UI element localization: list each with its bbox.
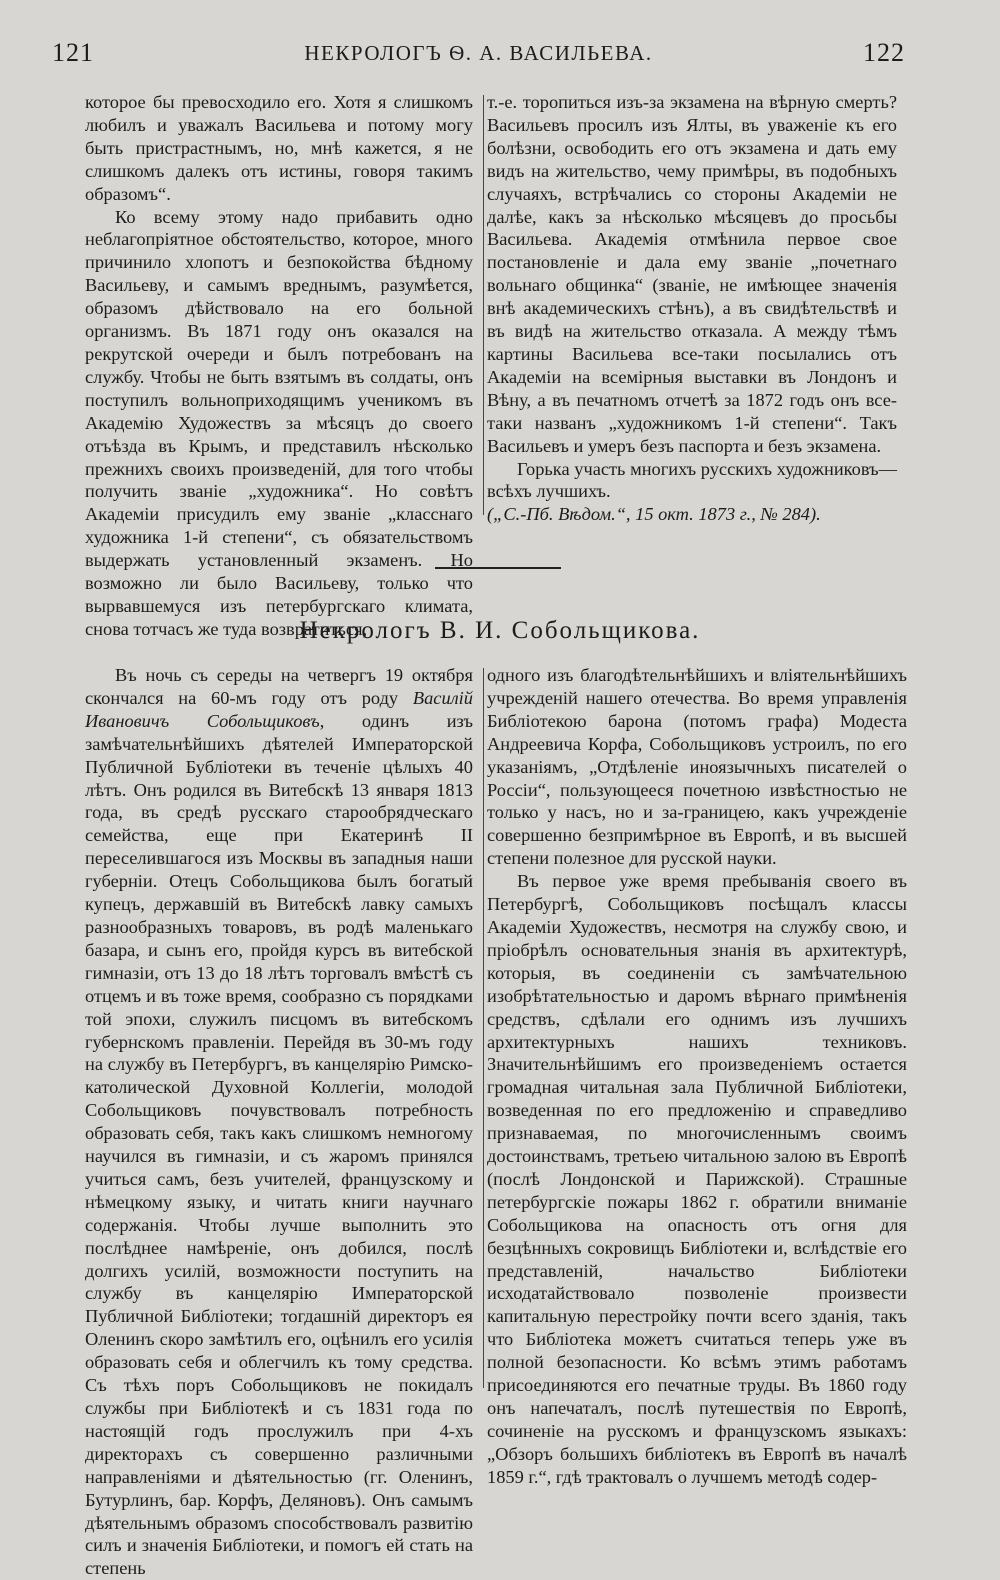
paragraph: Въ первое уже время пребыванія своего въ Петербургѣ, Собольщиковъ посѣщалъ классы Академіи Художествъ, несмотря на службу свою, и пріобрѣлъ основательныя знанія въ архитектурѣ, которыя, въ соединеніи съ замѣчательною изобрѣтательностью и даромъ вѣрнаго примѣненія средствъ, сдѣлали его однимъ изъ лучшихъ архитектурныхъ нашихъ техниковъ. Значительнѣйшимъ его произведеніемъ остается громадная читальная зала Публичной Библіотеки, возведенная по его предложенію и справедливо признаваемая, по многочисленнымъ своимъ достоинствамъ, третьею читальною залою въ Европѣ (послѣ Лондонской и Парижской). Страшные петербургскіе пожары 1862 г. обратили вниманіе Собольщикова на опасность отъ огня для безцѣнныхъ сокровищъ Библіотеки и, вслѣдствіе его представленій, начальство Библіотеки исходатайствовало позволеніе произвести капитальную перестройку почти всего зданія, такъ что Библіотека можетъ считаться теперь уже въ полной безопасности. Ко всѣмъ этимъ работамъ присоединяются его печатные труды. Въ 1860 году онъ напечаталъ, послѣ путешествія по Европѣ, сочиненіе на русскомъ и французскомъ языкахъ: „Обзоръ большихъ библіотекъ въ Европѣ въ началѣ 1859 г.“, гдѣ трактовалъ о лучшемъ методѣ содер- <box>487 871 907 1487</box>
column-divider <box>483 95 484 515</box>
person-name: Василій Ивановичъ Собольщиковъ <box>85 687 473 731</box>
citation: („С.-Пб. Вѣдом.“, 15 окт. 1873 г., № 284). <box>487 504 821 525</box>
article1-right-column <box>487 91 897 526</box>
obituary-title: Некрологъ В. И. Собольщикова. <box>299 617 701 644</box>
page-header <box>52 38 905 78</box>
text-run: , одинъ изъ замѣчательнѣйшихъ дѣятелей Императорской Публичной Бубліотеки въ теченіе цѣлыхъ 40 лѣтъ. Онъ родился въ Витебскѣ 13 января 1813 года, въ средѣ русскаго старообрядческаго семейства, еще при Екатеринѣ II переселившагося изъ Москвы въ западныя наши губерніи. Отецъ Собольщикова былъ богатый купецъ, державшій въ Витебскѣ лавку самыхъ разнообразныхъ товаровъ, въ родѣ маленькаго базара, и сынъ его, пройдя курсъ въ витебской гимназіи, отъ 13 до 18 лѣтъ торговалъ вмѣстѣ съ отцемъ и въ тоже время, сообразно съ порядками той эпохи, служилъ писцомъ въ витебскомъ губернскомъ правленіи. Перейдя въ 30-мъ году на службу въ Петербургъ, въ канцелярію Римско-католической Духовной Коллегіи, молодой Собольщиковъ почувствовалъ потребность образовать себя, такъ какъ слишкомъ немногому научился въ гимназіи, и съ жаромъ принялся учиться самъ, безъ учителей, французскому и нѣмецкому языку, и читать книги научнаго содержанія. Чтобы лучше выполнить это послѣднее намѣреніе, онъ добился, послѣ долгихъ усилій, возможности поступить на службу въ канцелярію Императорской Публичной Библіотеки; тогдашній директоръ ея Оленинъ скоро замѣтилъ его, оцѣнилъ его усилія образовать себя и облегчилъ къ тому средства. Съ тѣхъ поръ Собольщиковъ не покидалъ службы при Библіотекѣ и съ 1831 года по настоящій годъ прослужилъ при 4-хъ директорахъ съ совершенно различными направленіями и дѣятельностью (гг. Оленинъ, Бутурлинъ, бар. Корфъ, Деляновъ). Онъ самымъ дѣятельнымъ образомъ способствовалъ развитію силъ и значенія Библіотеки, и помогъ ей стать на степень <box>85 710 473 1579</box>
paragraph: Ко всему этому надо прибавить одно неблагопріятное обстоятельство, которое, много причинило хлопотъ и безпокойства бѣдному Васильеву, и самымъ вреднымъ, разумѣется, образомъ дѣйствовало на его больной организмъ. Въ 1871 году онъ оказался на рекрутской очереди и былъ потребованъ на службу. Чтобы не быть взятымъ въ солдаты, онъ поступилъ вольноприходящимъ ученикомъ въ Академію Художествъ за мѣсяцъ до своего отъѣзда въ Крымъ, и представилъ нѣсколько прежнихъ своихъ произведеній, для того чтобы получить званіе „художника“. Но совѣтъ Академіи присудилъ ему званіе „класснаго художника 1-й степени“, съ обязательствомъ выдержать установленный экзаменъ. Но возможно ли было Васильеву, только что вырвавшемуся изъ петербургскаго климата, снова тотчасъ же туда возвратиться, <box>85 206 473 639</box>
paragraph: одного изъ благодѣтельнѣйшихъ и вліятельнѣйшихъ учрежденій нашего отечества. Во время управленія Библіотекою барона (потомъ графа) Модеста Андреевича Корфа, Собольщиковъ устроилъ, по его указаніямъ, „Отдѣленіе иноязычныхъ писателей о Россіи“, пользующееся почетною извѣстностью не только у насъ, но и за-границею, какъ учрежденіе совершенно безпримѣрное въ Европѣ, и въ высшей степени полезное для русской науки. <box>487 665 907 869</box>
paragraph: Горька участь многихъ русскихъ художниковъ— всѣхъ лучшихъ. <box>487 458 897 502</box>
page-number-right: 122 <box>863 38 905 67</box>
column-divider <box>483 668 484 1388</box>
paragraph: которое бы превосходило его. Хотя я слишкомъ любилъ и уважалъ Васильева и потому могу быть пристрастнымъ, но, мнѣ кажется, я не слишкомъ далекъ отъ истины, говоря такимъ образомъ“. <box>85 92 473 204</box>
article1-left-column <box>85 91 473 641</box>
text-run: Въ ночь съ середы на четвергъ 19 октября скончался на 60-мъ году отъ роду <box>85 665 473 708</box>
section-separator <box>435 567 561 569</box>
paragraph: т.-е. торопиться изъ-за экзамена на вѣрную смерть? Васильевъ просилъ изъ Ялты, въ уваженіе къ его болѣзни, освободить его отъ экзамена и дать ему видъ на жительство, чему примѣры, въ подобныхъ случаяхъ, встрѣчались со стороны Академіи не далѣе, какъ за нѣсколько мѣсяцевъ до просьбы Васильева. Академія отмѣнила первое свое постановленіе и дала ему званіе „почетнаго вольнаго общинка“ (званіе, не имѣющее значенія внѣ академическихъ стѣнъ), а въ свидѣтельствѣ и въ видѣ на жительство отказала. А между тѣмъ картины Васильева все-таки посылались отъ Академіи на всемірныя выставки въ Лондонъ и Вѣну, а въ печатномъ отчетѣ за 1872 годъ онъ все-таки названъ „художникомъ 1-й степени“. Такъ Васильевъ и умеръ безъ паспорта и безъ экзамена. <box>487 92 897 456</box>
running-title: НЕКРОЛОГЪ Ѳ. А. ВАСИЛЬЕВА. <box>304 41 653 65</box>
page-number-left: 121 <box>52 38 94 67</box>
article2-right-column <box>487 664 907 1489</box>
paragraph <box>85 664 473 1580</box>
article2-left-column <box>85 664 473 1580</box>
